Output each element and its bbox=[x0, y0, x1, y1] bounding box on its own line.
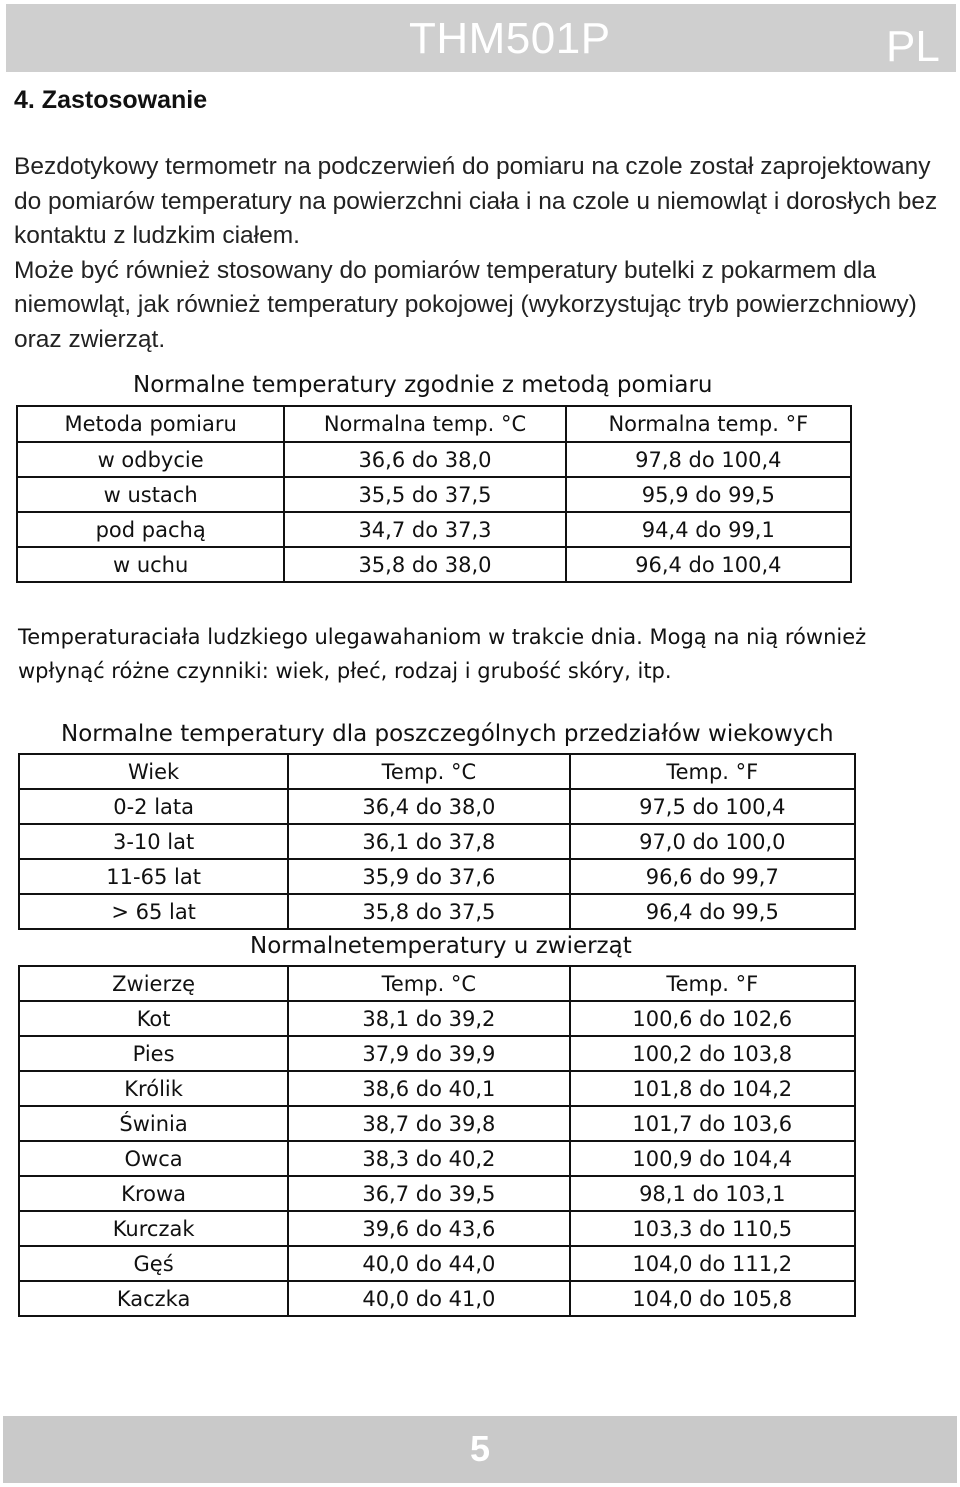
table-cell: Owca bbox=[19, 1141, 288, 1176]
table-row bbox=[19, 894, 855, 929]
note-text bbox=[18, 620, 948, 688]
table-header-cell: Temp. °F bbox=[570, 966, 855, 1001]
table-cell: Królik bbox=[19, 1071, 288, 1106]
table-cell: 96,6 do 99,7 bbox=[570, 859, 855, 894]
table-cell: 100,6 do 102,6 bbox=[570, 1001, 855, 1036]
table-cell: 97,5 do 100,4 bbox=[570, 789, 855, 824]
table-row bbox=[19, 1106, 855, 1141]
language-code: PL bbox=[886, 22, 940, 71]
table-animals-caption: Normalnetemperatury u zwierząt bbox=[250, 933, 632, 959]
table-row bbox=[19, 824, 855, 859]
table-cell: 35,9 do 37,6 bbox=[288, 859, 569, 894]
table-cell: 38,1 do 39,2 bbox=[288, 1001, 569, 1036]
table-row bbox=[17, 512, 851, 547]
table-cell: 35,5 do 37,5 bbox=[284, 477, 565, 512]
table-method bbox=[16, 405, 852, 583]
table-row bbox=[17, 477, 851, 512]
table-cell: pod pachą bbox=[17, 512, 284, 547]
table-cell: Kurczak bbox=[19, 1211, 288, 1246]
table-header-cell: Zwierzę bbox=[19, 966, 288, 1001]
note-line: wpłynąć różne czynniki: wiek, płeć, rodzaj i grubość skóry, itp. bbox=[18, 659, 672, 683]
table-cell: Kaczka bbox=[19, 1281, 288, 1316]
table-row bbox=[19, 1176, 855, 1211]
table-header-cell: Wiek bbox=[19, 754, 288, 789]
table-header-cell: Temp. °F bbox=[570, 754, 855, 789]
table-row bbox=[19, 1211, 855, 1246]
table-cell: 97,0 do 100,0 bbox=[570, 824, 855, 859]
table-cell: 96,4 do 100,4 bbox=[566, 547, 851, 582]
table-row bbox=[19, 1246, 855, 1281]
table-cell: 37,9 do 39,9 bbox=[288, 1036, 569, 1071]
table-header-cell: Temp. °C bbox=[288, 754, 569, 789]
table-cell: 104,0 do 111,2 bbox=[570, 1246, 855, 1281]
table-header-cell: Normalna temp. °C bbox=[284, 406, 565, 442]
table-cell: 94,4 do 99,1 bbox=[566, 512, 851, 547]
section-title: 4. Zastosowanie bbox=[14, 86, 208, 114]
table-cell: Gęś bbox=[19, 1246, 288, 1281]
table-header-cell: Normalna temp. °F bbox=[566, 406, 851, 442]
table-cell: 36,7 do 39,5 bbox=[288, 1176, 569, 1211]
table-header-cell: Metoda pomiaru bbox=[17, 406, 284, 442]
table-row bbox=[19, 1071, 855, 1106]
table-cell: 38,3 do 40,2 bbox=[288, 1141, 569, 1176]
table-cell: 35,8 do 38,0 bbox=[284, 547, 565, 582]
table-header-row bbox=[19, 754, 855, 789]
table-row bbox=[19, 1036, 855, 1071]
table-row bbox=[17, 547, 851, 582]
table-cell: 97,8 do 100,4 bbox=[566, 442, 851, 477]
table-cell: Krowa bbox=[19, 1176, 288, 1211]
table-cell: 38,7 do 39,8 bbox=[288, 1106, 569, 1141]
table-cell: 35,8 do 37,5 bbox=[288, 894, 569, 929]
intro-paragraph: Bezdotykowy termometr na podczerwień do pomiaru na czole został zaprojektowany do pomiarów temperatury na powierzchni ciała i na czole u niemowląt i dorosłych bez kontaktu z ludzkim ciałem. bbox=[14, 153, 938, 249]
page-number: 5 bbox=[469, 1428, 491, 1469]
table-cell: 36,1 do 37,8 bbox=[288, 824, 569, 859]
table-row bbox=[19, 1001, 855, 1036]
table-cell: 38,6 do 40,1 bbox=[288, 1071, 569, 1106]
intro-paragraph: Może być również stosowany do pomiarów temperatury butelki z pokarmem dla niemowląt, jak również temperatury pokojowej (wykorzystując tryb powierzchniowy) oraz zwierząt. bbox=[14, 256, 917, 353]
table-cell: Świnia bbox=[19, 1106, 288, 1141]
page-footer-bar bbox=[3, 1416, 957, 1483]
page-header-bar bbox=[6, 4, 956, 72]
table-cell: 103,3 do 110,5 bbox=[570, 1211, 855, 1246]
table-cell: 104,0 do 105,8 bbox=[570, 1281, 855, 1316]
table-header-row bbox=[17, 406, 851, 442]
table-cell: 34,7 do 37,3 bbox=[284, 512, 565, 547]
table-cell: 36,6 do 38,0 bbox=[284, 442, 565, 477]
table-cell: 98,1 do 103,1 bbox=[570, 1176, 855, 1211]
table-animals bbox=[18, 965, 856, 1317]
table-row bbox=[19, 789, 855, 824]
table-age-caption: Normalne temperatury dla poszczególnych przedziałów wiekowych bbox=[61, 721, 834, 747]
table-cell: w odbycie bbox=[17, 442, 284, 477]
table-cell: 40,0 do 41,0 bbox=[288, 1281, 569, 1316]
table-cell: > 65 lat bbox=[19, 894, 288, 929]
table-cell: 101,8 do 104,2 bbox=[570, 1071, 855, 1106]
table-cell: 100,9 do 104,4 bbox=[570, 1141, 855, 1176]
table-cell: w ustach bbox=[17, 477, 284, 512]
table-row bbox=[19, 1141, 855, 1176]
table-age bbox=[18, 753, 856, 930]
table-cell: 101,7 do 103,6 bbox=[570, 1106, 855, 1141]
table-cell: 96,4 do 99,5 bbox=[570, 894, 855, 929]
table-cell: Pies bbox=[19, 1036, 288, 1071]
table-header-row bbox=[19, 966, 855, 1001]
table-row bbox=[17, 442, 851, 477]
note-line: Temperaturaciała ludzkiego ulegawahaniom w trakcie dnia. Mogą na nią również bbox=[18, 625, 867, 649]
table-cell: Kot bbox=[19, 1001, 288, 1036]
table-cell: 40,0 do 44,0 bbox=[288, 1246, 569, 1281]
intro-text bbox=[14, 150, 954, 357]
table-cell: 39,6 do 43,6 bbox=[288, 1211, 569, 1246]
table-cell: 3-10 lat bbox=[19, 824, 288, 859]
model-name: THM501P bbox=[409, 14, 611, 63]
table-cell: 11-65 lat bbox=[19, 859, 288, 894]
table-cell: 36,4 do 38,0 bbox=[288, 789, 569, 824]
table-method-caption: Normalne temperatury zgodnie z metodą pomiaru bbox=[133, 372, 713, 398]
table-cell: 0-2 lata bbox=[19, 789, 288, 824]
table-row bbox=[19, 859, 855, 894]
table-header-cell: Temp. °C bbox=[288, 966, 569, 1001]
table-cell: w uchu bbox=[17, 547, 284, 582]
table-cell: 100,2 do 103,8 bbox=[570, 1036, 855, 1071]
table-cell: 95,9 do 99,5 bbox=[566, 477, 851, 512]
table-row bbox=[19, 1281, 855, 1316]
